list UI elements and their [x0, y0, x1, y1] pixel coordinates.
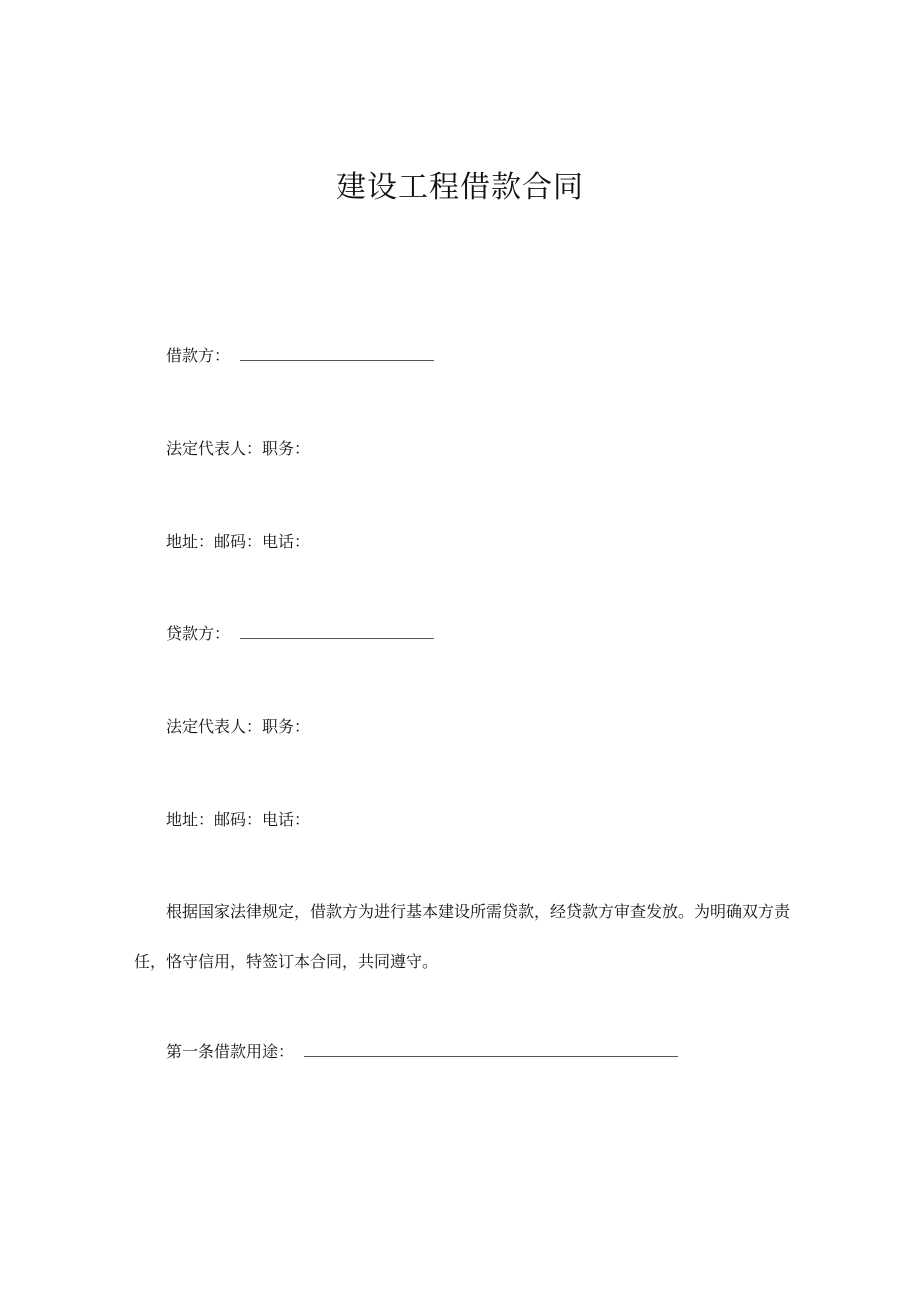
lender-representative-line: 法定代表人：职务：: [166, 717, 311, 736]
borrower-representative-line: 法定代表人：职务：: [166, 439, 311, 458]
lender-address-line: 地址：邮码：电话：: [166, 810, 311, 829]
lender-blank-field[interactable]: [240, 624, 434, 639]
lender-label: 贷款方：: [166, 624, 231, 643]
borrower-label: 借款方：: [166, 346, 231, 365]
borrower-line: [166, 344, 434, 368]
document-title: 建设工程借款合同: [336, 170, 584, 205]
borrower-blank-field[interactable]: [240, 346, 434, 361]
article1-blank-field[interactable]: [304, 1042, 678, 1057]
preamble-paragraph: 根据国家法律规定，借款方为进行基本建设所需贷款，经贷款方审查发放。为明确双方责任，恪守信用，特签订本合同，共同遵守。: [134, 902, 791, 971]
article1-label: 第一条借款用途：: [166, 1042, 295, 1061]
article1-line: [166, 1040, 678, 1064]
borrower-address-line: 地址：邮码：电话：: [166, 532, 311, 551]
lender-line: [166, 622, 434, 646]
